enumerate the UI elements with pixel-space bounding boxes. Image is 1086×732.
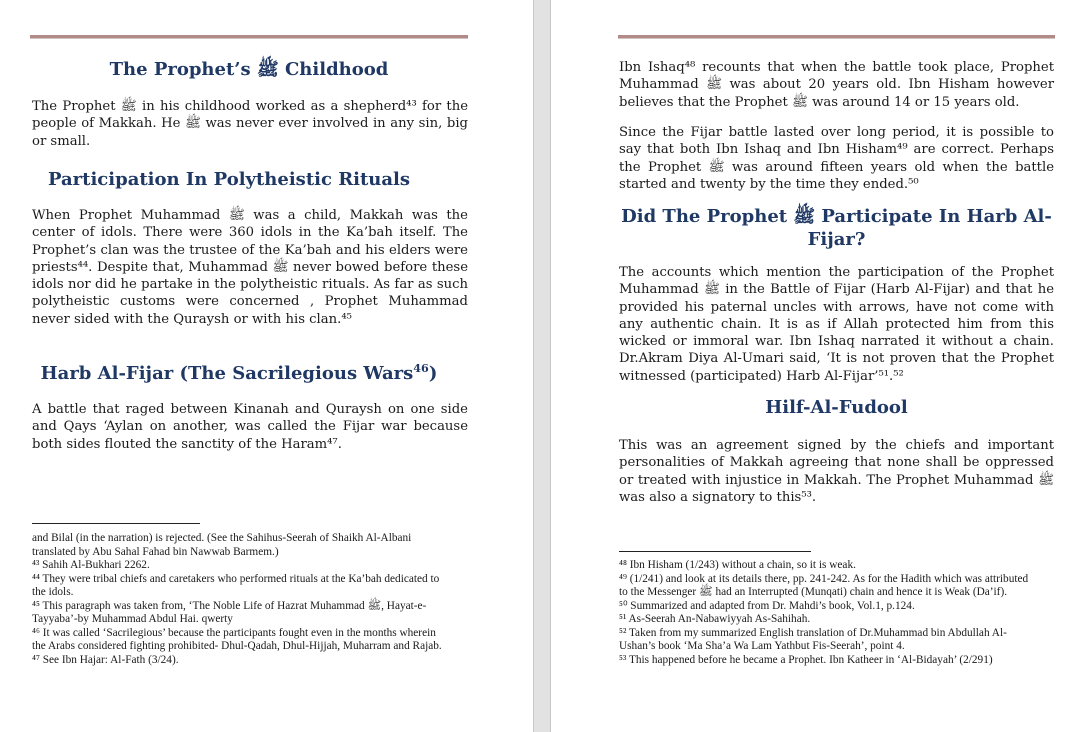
paragraph-hilf-al-fudool: This was an agreement signed by the chiefs and important personalities of Makkah agreeing that none shall be oppressed or treated with injustice in Makkah. The Prophet Muhammad ﷺ was also a signatory to this⁵³. bbox=[619, 438, 1054, 505]
heading-harb-al-fijar bbox=[30, 362, 448, 385]
heading-line-1: Did The Prophet ﷺ Participate In Harb Al- bbox=[621, 206, 1052, 227]
heading-did-prophet-participate bbox=[619, 205, 1054, 251]
heading-polytheistic-rituals: Participation In Polytheistic Rituals bbox=[47, 169, 411, 190]
footnote-line: ⁴⁷ See Ibn Hajar: Al-Fath (3/24). bbox=[32, 653, 179, 666]
footnote-line: the Arabs considered fighting prohibited- Dhul-Qadah, Dhul-Hijjah, Muharram and Rajab. bbox=[32, 640, 442, 652]
paragraph-fijar-war: A battle that raged between Kinanah and Quraysh on one side and Qays ‘Aylan on another, was called the Fijar war because both sides flouted the sanctity of the Haram⁴⁷. bbox=[32, 402, 468, 452]
footnote-line: ⁴⁶ It was called ‘Sacrilegious’ because the participants fought even in the months wherein bbox=[32, 626, 436, 639]
footnote-line: ⁵² Taken from my summarized English translation of Dr.Muhammad bin Abdullah Al- bbox=[619, 626, 1007, 639]
header-rule bbox=[30, 35, 468, 39]
heading-harb-al-fijar-close: ) bbox=[428, 363, 438, 384]
footnote-line: Ushan’s book ‘Ma Sha’a Wa Lam Yathbut Fis-Seerah’, point 4. bbox=[619, 640, 905, 652]
paragraph-ibn-ishaq: Ibn Ishaq⁴⁸ recounts that when the battle took place, Prophet Muhammad ﷺ was about 20 years old. Ibn Hisham however believes that the Prophet ﷺ was around 14 or 15 years old. bbox=[619, 60, 1054, 110]
heading-line-2: Fijar? bbox=[807, 229, 866, 250]
footnote-separator bbox=[32, 523, 200, 524]
footnote-line: the idols. bbox=[32, 586, 74, 598]
header-rule bbox=[618, 35, 1055, 39]
footnote-line: ⁴⁸ Ibn Hisham (1/243) without a chain, so it is weak. bbox=[619, 559, 856, 571]
paragraph-fijar-duration: Since the Fijar battle lasted over long period, it is possible to say that both Ibn Ishaq and Ibn Hisham⁴⁹ are correct. Perhaps the Prophet ﷺ was around fifteen years old when the battle started and twenty by the time they ended.⁵⁰ bbox=[619, 125, 1054, 192]
footnote-line: ⁴³ Sahih Al-Bukhari 2262. bbox=[32, 559, 150, 571]
footnotes-left bbox=[32, 532, 472, 667]
left-page bbox=[0, 0, 533, 732]
footnote-line: ⁵⁰ Summarized and adapted from Dr. Mahdi’s book, Vol.1, p.124. bbox=[619, 599, 915, 612]
right-page bbox=[551, 0, 1086, 732]
paragraph-participation-accounts: The accounts which mention the participation of the Prophet Muhammad ﷺ in the Battle of Fijar (Harb Al-Fijar) and that he provided his paternal uncles with arrows, have not come with any authentic chain. It is as if Allah protected him from this wicked or immoral war. Ibn Ishaq narrated it without a chain. Dr.Akram Diya Al-Umari said, ‘It is not proven that the Prophet witnessed (participated) Harb Al-Fijar’⁵¹.⁵² bbox=[619, 265, 1054, 384]
footnote-line: translated by Abu Sahal Fahad bin Nawwab Barmem.) bbox=[32, 545, 279, 558]
footnote-line: ⁵¹ As-Seerah An-Nabawiyyah As-Sahihah. bbox=[619, 613, 811, 625]
paragraph-childhood: The Prophet ﷺ in his childhood worked as a shepherd⁴³ for the people of Makkah. He ﷺ was never ever involved in any sin, big or small. bbox=[32, 99, 469, 149]
heading-harb-al-fijar-text: Harb Al-Fijar (The Sacrilegious Wars bbox=[40, 363, 414, 384]
footnote-line: ⁴⁹ (1/241) and look at its details there, pp. 241-242. As for the Hadith which was attributed bbox=[619, 572, 1029, 585]
footnote-line: Tayyaba’-by Muhammad Abdul Hai. qwerty bbox=[32, 613, 233, 625]
page-gutter bbox=[533, 0, 551, 732]
footnotes-right bbox=[619, 559, 1059, 667]
footnote-ref-46: 46 bbox=[413, 362, 429, 375]
heading-childhood: The Prophet’s ﷺ Childhood bbox=[109, 59, 389, 80]
footnote-line: to the Messenger ﷺ had an Interrupted (Munqati) chain and hence it is Weak (Da’if). bbox=[619, 586, 1008, 598]
footnote-line: ⁵³ This happened before he became a Prophet. Ibn Katheer in ‘Al-Bidayah’ (2/291) bbox=[619, 653, 993, 666]
footnote-line: ⁴⁵ This paragraph was taken from, ‘The Noble Life of Hazrat Muhammad ﷺ, Hayat-e- bbox=[32, 599, 427, 612]
heading-hilf-al-fudool: Hilf-Al-Fudool bbox=[765, 397, 908, 418]
footnote-line: and Bilal (in the narration) is rejected. (See the Sahihus-Seerah of Shaikh Al-Albani bbox=[32, 532, 412, 544]
footnote-separator bbox=[619, 551, 811, 552]
footnote-line: ⁴⁴ They were tribal chiefs and caretakers who performed rituals at the Ka’bah dedicated to bbox=[32, 572, 440, 585]
paragraph-polytheistic-rituals: When Prophet Muhammad ﷺ was a child, Makkah was the center of idols. There were 360 idols in the Ka’bah itself. The Prophet’s clan was the trustee of the Ka’bah and his elders were priests⁴⁴. Despite that, Muhammad ﷺ never bowed before these idols nor did he partake in the polytheistic rituals. As far as such polytheistic customs were concerned , Prophet Muhammad never sided with the Quraysh or with his clan.⁴⁵ bbox=[32, 208, 468, 327]
